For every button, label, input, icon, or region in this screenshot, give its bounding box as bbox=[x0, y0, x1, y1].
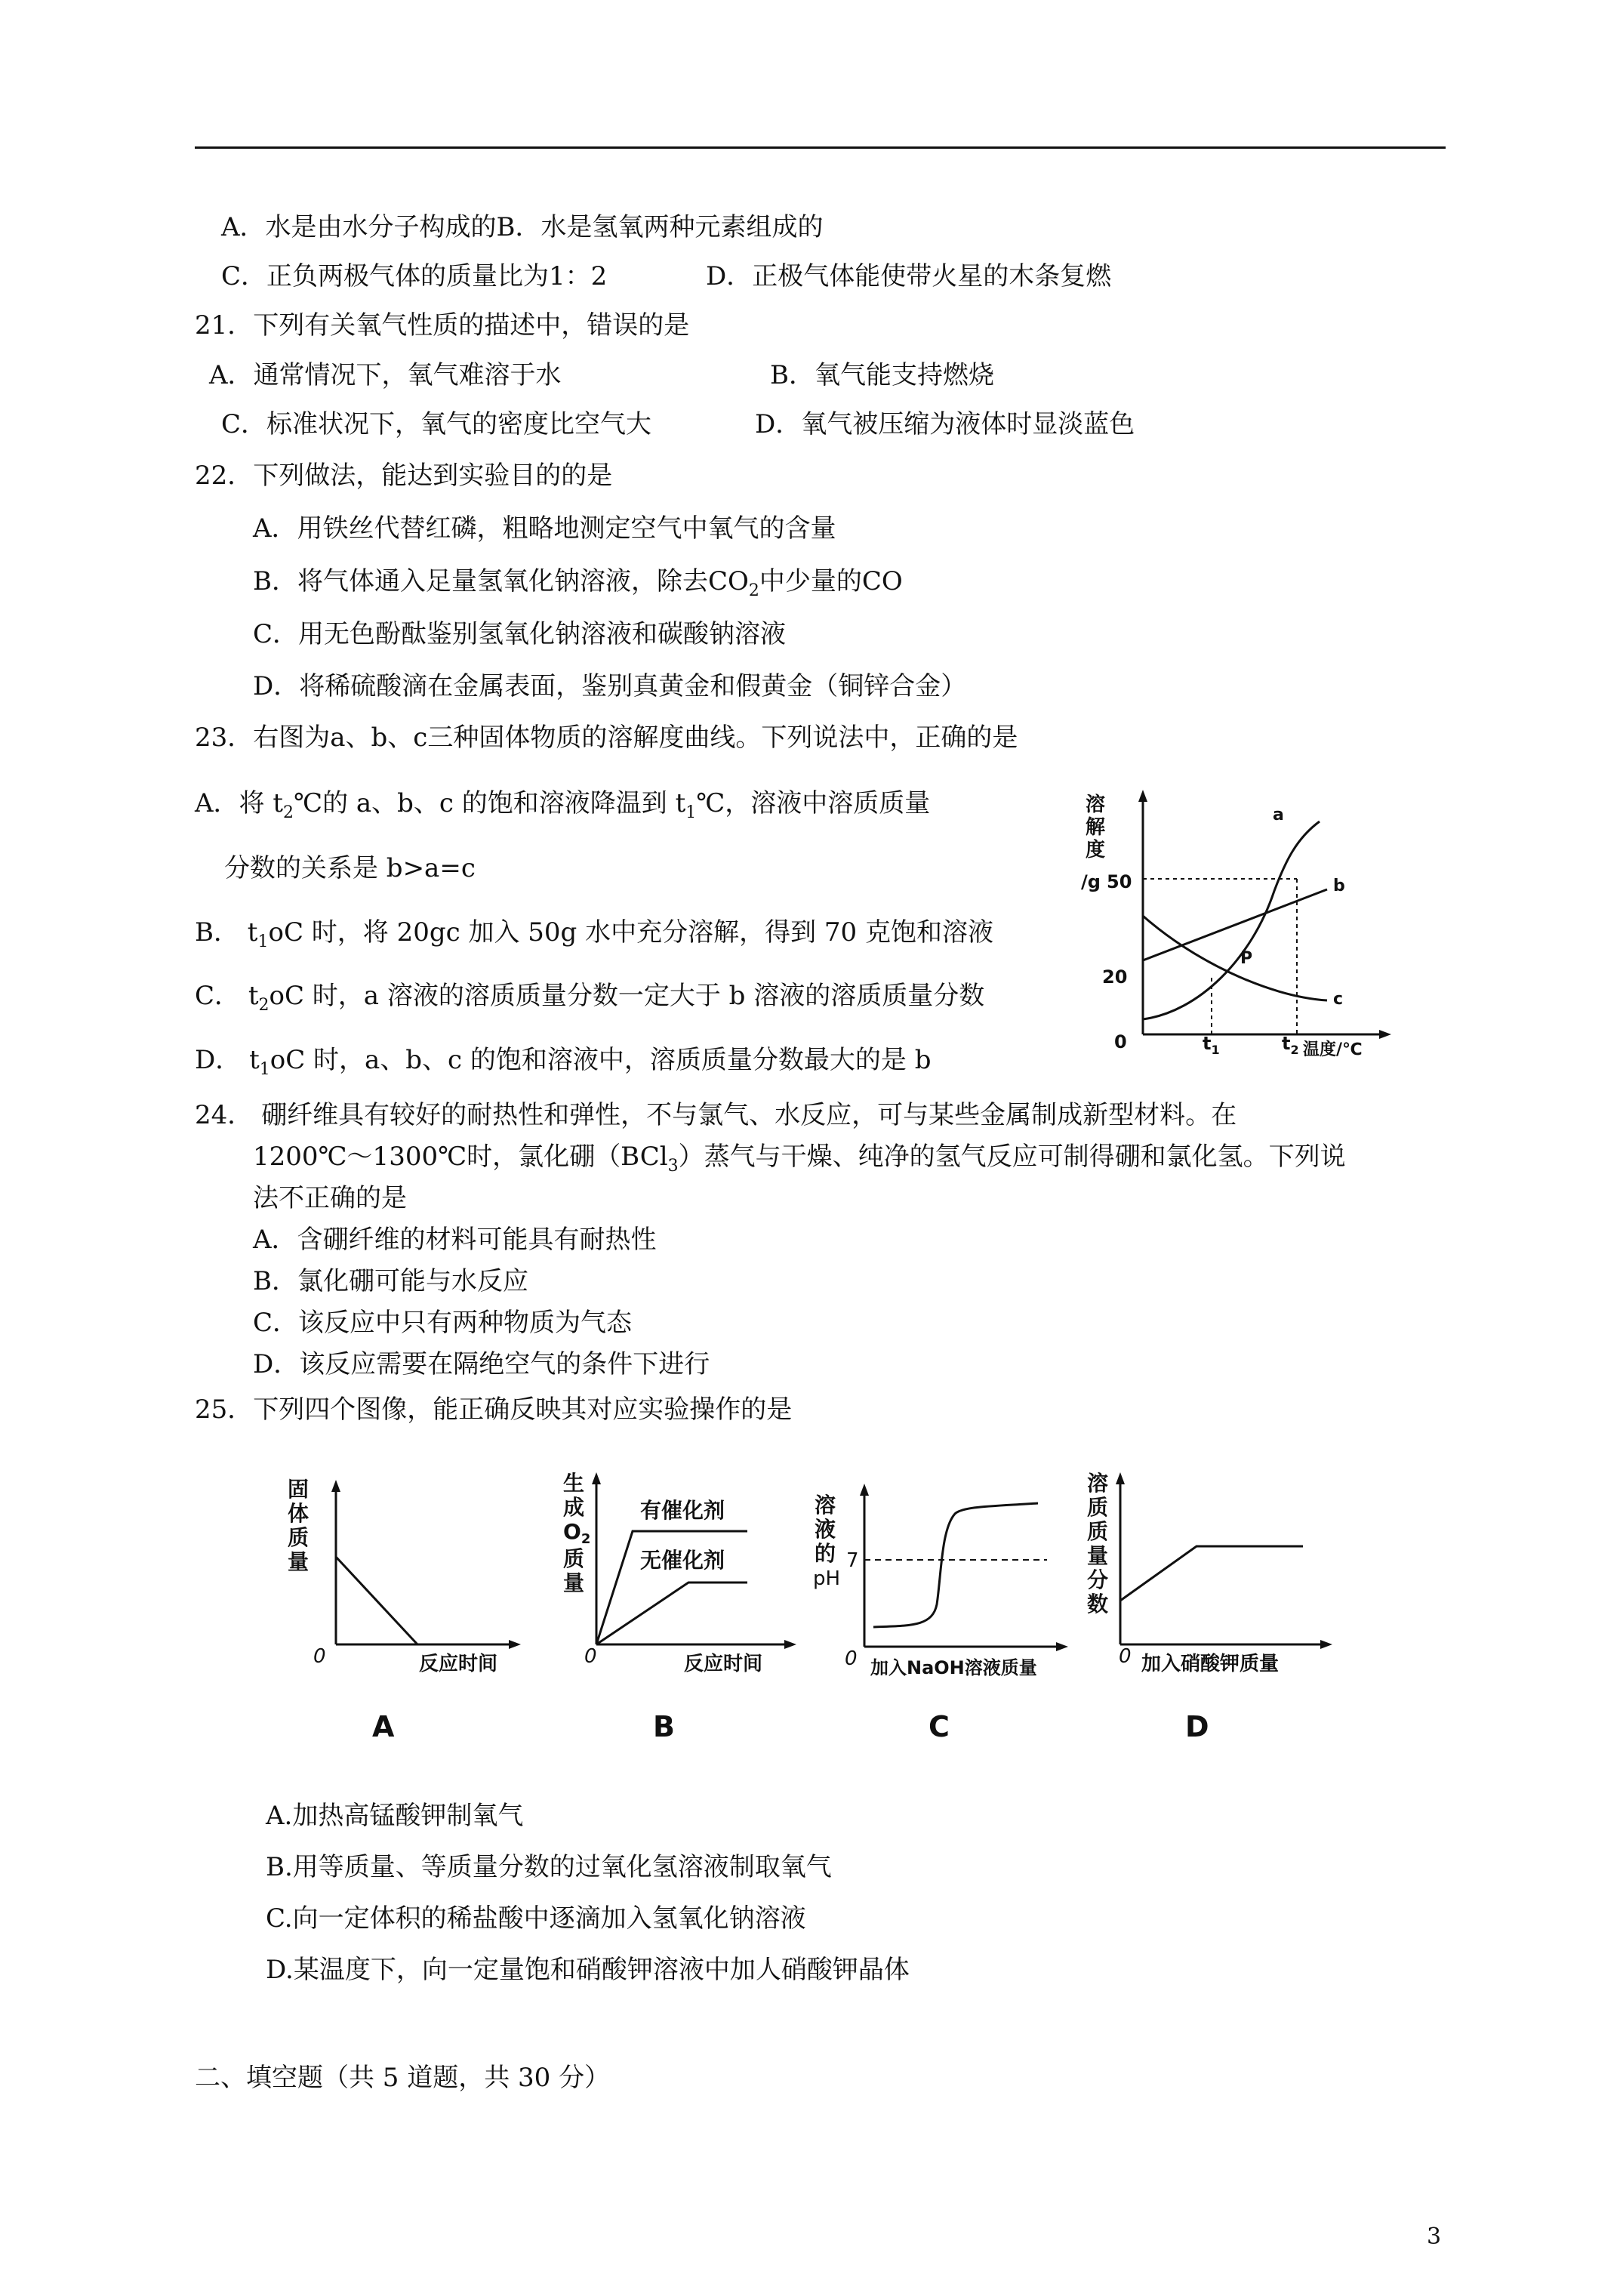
q25-graph-b-ylabel-char: 生 bbox=[563, 1471, 585, 1496]
q25-graph-c-origin: 0 bbox=[845, 1647, 858, 1670]
q25-graph-c-ylabel-char: 的 bbox=[815, 1541, 836, 1566]
q25-graph-a-y-arrow bbox=[331, 1480, 340, 1492]
q23-graph-tick-20: 20 bbox=[1102, 966, 1128, 988]
q25-graph-b-ylabel-o2: $O_2$ bbox=[563, 1519, 591, 1547]
q25-graph-d-origin: 0 bbox=[1119, 1645, 1132, 1668]
q25-graph-b-label-no-catalyst: 无催化剂 bbox=[640, 1548, 725, 1573]
q24-option-a: A．含硼纤维的材料可能具有耐热性 bbox=[253, 1225, 657, 1255]
q25-stem: 25．下列四个图像，能正确反映其对应实验操作的是 bbox=[195, 1395, 793, 1425]
q25-graph-c-tick-7: 7 bbox=[846, 1549, 859, 1572]
q23-option-a: A．将 $t_2℃$的 a、b、c 的饱和溶液降温到 $t_1℃$，溶液中溶质质量 bbox=[195, 788, 931, 822]
q23-graph-curve-a-label: a bbox=[1273, 806, 1284, 824]
q23-option-c: C． $t_2oC$ 时，a 溶液的溶质质量分数一定大于 b 溶液的溶质质量分数 bbox=[195, 981, 985, 1015]
q25-graph-b-line-no-catalyst bbox=[596, 1583, 747, 1644]
q25-graph-b-origin: 0 bbox=[584, 1645, 597, 1668]
q25-graph-a bbox=[283, 1472, 540, 1744]
q22-option-c: C．用无色酚酞鉴别氢氧化钠溶液和碳酸钠溶液 bbox=[253, 619, 787, 649]
q23-graph-tick-50: 50 bbox=[1107, 871, 1132, 892]
q25-graph-a-ylabel-char: 固 bbox=[288, 1477, 310, 1502]
q25-graph-d bbox=[1079, 1465, 1351, 1744]
q25-graph-b-x-arrow bbox=[784, 1640, 796, 1649]
q25-option-d: D.某温度下，向一定量饱和硝酸钾溶液中加人硝酸钾晶体 bbox=[266, 1955, 910, 1985]
q25-graph-a-origin: 0 bbox=[313, 1645, 326, 1668]
q25-option-c: C.向一定体积的稀盐酸中逐滴加入氢氧化钠溶液 bbox=[266, 1903, 806, 1934]
q25-graph-b-ylabel-char: 成 bbox=[563, 1495, 585, 1520]
q25-graph-d-ylabel-char: 溶 bbox=[1087, 1471, 1109, 1496]
q23-graph-curve-c-label: c bbox=[1333, 990, 1344, 1009]
q23-graph-y-arrow bbox=[1138, 790, 1147, 802]
q25-graph-c-curve bbox=[873, 1503, 1038, 1627]
q25-graph-a-x-arrow bbox=[509, 1640, 521, 1649]
q24-line3: 法不正确的是 bbox=[253, 1183, 407, 1213]
q25-graph-b bbox=[559, 1465, 815, 1744]
q23-graph-point-p: P bbox=[1240, 949, 1253, 968]
q23-graph-ylabel-char: 度 bbox=[1086, 839, 1106, 861]
q23-option-a-cont: 分数的关系是 b>a=c bbox=[224, 853, 476, 883]
page-number: 3 bbox=[1427, 2224, 1442, 2250]
q25-graph-a-line bbox=[336, 1557, 417, 1644]
q24-line2: 1200℃～1300℃时，氯化硼（BCl$_3$）蒸气与干燥、纯净的氢气反应可制得硼和氯化氢。下列说 bbox=[253, 1142, 1346, 1176]
q25-graph-d-y-arrow bbox=[1116, 1472, 1125, 1484]
q21-option-c: C．标准状况下，氧气的密度比空气大 bbox=[221, 409, 652, 439]
q23-graph-t1: $t_1$ bbox=[1203, 1033, 1220, 1057]
q21-option-a: A．通常情况下，氧气难溶于水 bbox=[209, 360, 562, 390]
q25-graph-b-ylabel-char: 质 bbox=[563, 1546, 585, 1571]
q20-option-d: D．正极气体能使带火星的木条复燃 bbox=[706, 261, 1112, 291]
q25-graph-b-y-arrow bbox=[592, 1472, 601, 1484]
q23-option-b: B． $t_1oC$ 时，将 20gc 加入 50g 水中充分溶解，得到 70 克饱和溶液 bbox=[195, 917, 993, 951]
q25-graph-a-xlabel: 反应时间 bbox=[419, 1653, 498, 1675]
q25-graph-c-y-arrow bbox=[860, 1484, 869, 1496]
q25-option-b: B.用等质量、等质量分数的过氧化氢溶液制取氧气 bbox=[266, 1852, 832, 1882]
q23-graph-xlabel: 温度/℃ bbox=[1303, 1040, 1363, 1059]
q23-graph-ylabel-char: 溶 bbox=[1086, 794, 1106, 816]
q25-graph-c-xlabel: 加入NaOH溶液质量 bbox=[870, 1657, 1037, 1678]
q24-option-c: C．该反应中只有两种物质为气态 bbox=[253, 1308, 633, 1338]
q25-graph-c-x-arrow bbox=[1056, 1642, 1068, 1651]
q25-graph-c-ylabel-char: 溶 bbox=[815, 1493, 836, 1518]
q20-line1: A．水是由水分子构成的B．水是氢氧两种元素组成的 bbox=[221, 212, 824, 242]
q21-stem: 21．下列有关氧气性质的描述中，错误的是 bbox=[195, 310, 690, 341]
q25-graph-d-x-arrow bbox=[1320, 1640, 1332, 1649]
q25-graph-d-line bbox=[1120, 1546, 1303, 1601]
q21-option-b: B．氧气能支持燃烧 bbox=[770, 360, 994, 390]
q23-option-d: D． $t_1oC$ 时，a、b、c 的饱和溶液中，溶质质量分数最大的是 b bbox=[195, 1045, 932, 1079]
q22-option-a: A．用铁丝代替红磷，粗略地测定空气中氧气的含量 bbox=[253, 513, 836, 544]
q23-graph-origin: 0 bbox=[1114, 1031, 1127, 1052]
q22-option-b: B．将气体通入足量氢氧化钠溶液，除去$CO_2$中少量的CO bbox=[253, 566, 903, 600]
q24-option-b: B．氯化硼可能与水反应 bbox=[253, 1266, 528, 1296]
q23-stem: 23．右图为a、b、c三种固体物质的溶解度曲线。下列说法中，正确的是 bbox=[195, 723, 1018, 753]
header-rule bbox=[195, 146, 1446, 149]
q25-option-a: A.加热高锰酸钾制氧气 bbox=[266, 1801, 524, 1831]
q23-graph-curve-c bbox=[1143, 916, 1327, 1000]
q24-option-d: D．该反应需要在隔绝空气的条件下进行 bbox=[253, 1349, 710, 1379]
q25-graph-c bbox=[812, 1476, 1083, 1744]
q25-graph-c-ylabel-char: 液 bbox=[815, 1517, 836, 1542]
q23-graph-t2: $t_2$ bbox=[1282, 1033, 1299, 1057]
q21-option-d: D．氧气被压缩为液体时显淡蓝色 bbox=[755, 409, 1135, 439]
q25-graph-c-ylabel-ph: pH bbox=[813, 1567, 841, 1590]
q22-stem: 22．下列做法，能达到实验目的的是 bbox=[195, 461, 613, 491]
q23-graph-ylabel-char: 解 bbox=[1086, 816, 1106, 839]
q25-graph-d-ylabel-char: 分 bbox=[1087, 1567, 1109, 1592]
section-2-heading: 二、填空题（共 5 道题，共 30 分） bbox=[195, 2063, 611, 2093]
q25-graph-d-ylabel-char: 量 bbox=[1087, 1543, 1109, 1568]
q25-graph-a-ylabel-char: 体 bbox=[288, 1501, 310, 1526]
q20-option-c: C．正负两极气体的质量比为1：2 bbox=[221, 261, 608, 291]
q23-graph-curve-b-label: b bbox=[1333, 877, 1345, 895]
q24-line1: 24． 硼纤维具有较好的耐热性和弹性，不与氯气、水反应，可与某些金属制成新型材料。在 bbox=[195, 1100, 1237, 1130]
q23-graph-yunit: /g bbox=[1081, 871, 1101, 892]
q25-graph-c-caption: C bbox=[929, 1710, 950, 1743]
q25-graph-d-ylabel-char: 质 bbox=[1087, 1519, 1109, 1544]
q25-graph-b-ylabel-char: 量 bbox=[563, 1570, 585, 1595]
q25-graph-b-caption: B bbox=[653, 1710, 675, 1743]
q25-graph-b-label-catalyst: 有催化剂 bbox=[640, 1498, 725, 1523]
q23-graph-x-arrow bbox=[1379, 1030, 1391, 1039]
q25-graph-d-xlabel: 加入硝酸钾质量 bbox=[1141, 1653, 1280, 1675]
q25-graph-d-ylabel-char: 数 bbox=[1087, 1592, 1109, 1616]
q25-graph-d-caption: D bbox=[1185, 1710, 1209, 1743]
q23-graph-curve-b bbox=[1143, 889, 1327, 960]
q25-graph-d-ylabel-char: 质 bbox=[1087, 1495, 1109, 1520]
q22-option-d: D．将稀硫酸滴在金属表面，鉴别真黄金和假黄金（铜锌合金） bbox=[253, 671, 967, 701]
q25-graph-a-ylabel-char: 量 bbox=[288, 1549, 310, 1574]
q25-graph-a-ylabel-char: 质 bbox=[288, 1525, 310, 1550]
solubility-curve-graph bbox=[1078, 785, 1410, 1065]
q25-graph-b-xlabel: 反应时间 bbox=[684, 1653, 763, 1675]
q25-graph-a-caption: A bbox=[372, 1710, 395, 1743]
q23-graph-curve-a bbox=[1143, 821, 1320, 1019]
